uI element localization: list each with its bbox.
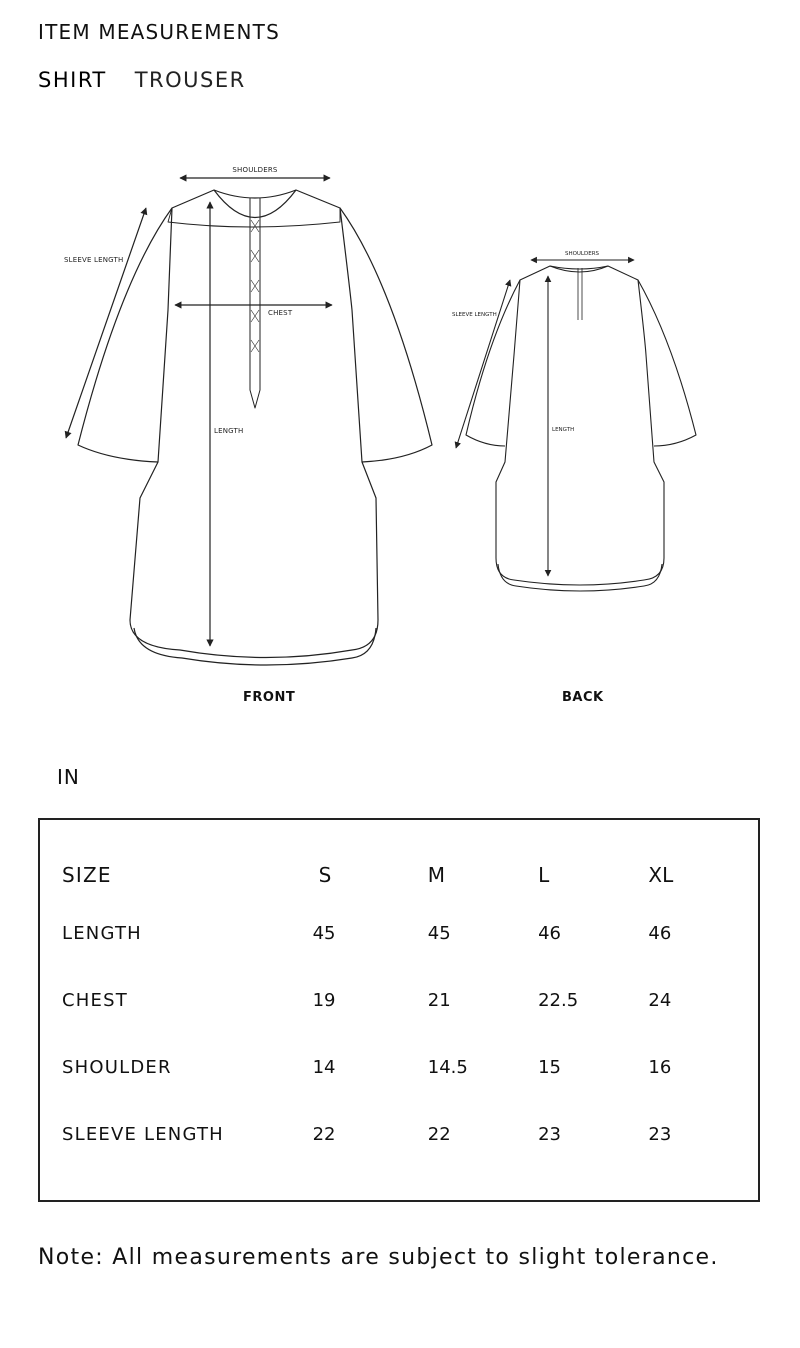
size-table: [62, 850, 758, 1168]
size-header-label: SIZE: [62, 863, 112, 887]
tolerance-note: Note: All measurements are subject to slight tolerance.: [38, 1245, 719, 1270]
size-header-m: M: [427, 863, 446, 887]
front-length-label: LENGTH: [214, 427, 244, 435]
table-row: [62, 967, 758, 1034]
back-shirt-drawing: [466, 266, 696, 591]
back-length-label: LENGTH: [552, 427, 575, 433]
garment-illustration: [0, 150, 800, 710]
table-cell: 22: [427, 1124, 451, 1145]
table-cell: 15: [538, 1057, 561, 1078]
table-cell: 22.5: [538, 990, 579, 1011]
table-cell: 45: [312, 923, 336, 944]
size-header-l: L: [538, 863, 550, 887]
size-chart: [38, 818, 760, 1202]
table-cell: 21: [427, 990, 451, 1011]
front-measure-lines: [66, 178, 332, 646]
table-cell: 45: [427, 923, 451, 944]
table-cell: 14: [312, 1057, 336, 1078]
front-view-label: FRONT: [243, 690, 296, 705]
table-header-row: [62, 850, 758, 900]
tab-shirt[interactable]: SHIRT: [38, 68, 107, 92]
back-sleeve-length-label: SLEEVE LENGTH: [452, 312, 497, 318]
table-cell: 46: [648, 923, 672, 944]
table-cell: 23: [648, 1124, 672, 1145]
back-view-label: BACK: [562, 690, 604, 705]
tab-trouser[interactable]: TROUSER: [134, 68, 246, 92]
table-row: [62, 900, 758, 967]
row-label: SHOULDER: [62, 1057, 172, 1078]
row-label: SLEEVE LENGTH: [62, 1124, 224, 1145]
front-shirt-drawing: [78, 190, 432, 665]
table-cell: 16: [648, 1057, 672, 1078]
table-row: [62, 1101, 758, 1168]
row-label: CHEST: [62, 990, 128, 1011]
table-cell: 19: [312, 990, 336, 1011]
front-chest-label: CHEST: [268, 309, 293, 317]
page-title: ITEM MEASUREMENTS: [38, 20, 280, 44]
row-label: LENGTH: [62, 923, 142, 944]
unit-label: IN: [57, 765, 80, 789]
table-cell: 24: [648, 990, 672, 1011]
table-cell: 14.5: [427, 1057, 468, 1078]
back-measure-lines: [456, 260, 634, 576]
table-cell: 23: [538, 1124, 561, 1145]
table-cell: 22: [312, 1124, 336, 1145]
table-row: [62, 1034, 758, 1101]
size-header-xl: XL: [648, 863, 674, 887]
table-cell: 46: [538, 923, 561, 944]
front-shoulders-label: SHOULDERS: [232, 166, 278, 174]
front-sleeve-length-label: SLEEVE LENGTH: [64, 256, 124, 264]
measurement-diagram: [0, 150, 800, 710]
garment-tabs: [38, 68, 246, 92]
back-shoulders-label: SHOULDERS: [564, 251, 600, 257]
size-header-s: S: [318, 863, 332, 887]
